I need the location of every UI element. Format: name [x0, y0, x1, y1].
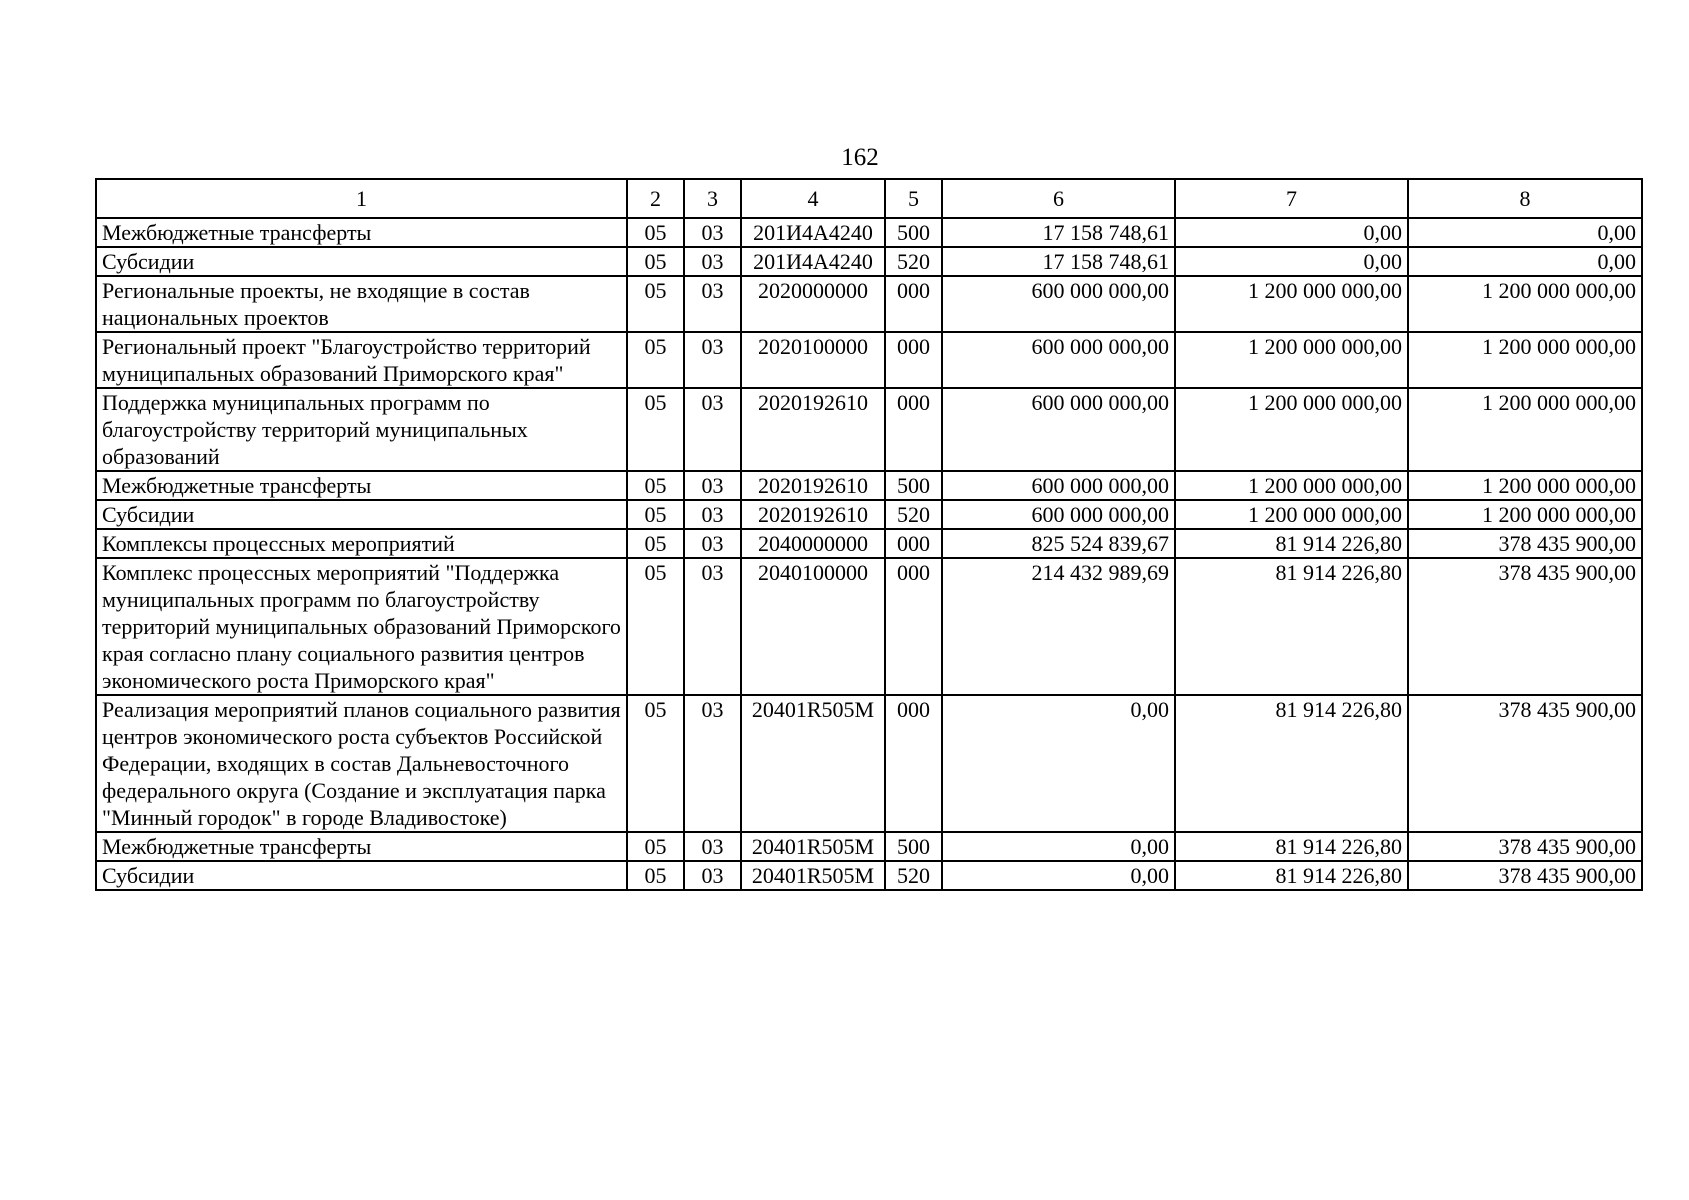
table-row — [96, 388, 1642, 471]
row-section: 05 — [627, 332, 684, 388]
budget-table — [95, 178, 1643, 891]
row-expense-type: 500 — [885, 832, 942, 861]
row-subsection: 03 — [684, 276, 741, 332]
row-name: Поддержка муниципальных программ по благоустройству территорий муниципальных образований — [96, 388, 627, 471]
row-amount-6: 17 158 748,61 — [942, 247, 1175, 276]
row-amount-6: 600 000 000,00 — [942, 332, 1175, 388]
row-subsection: 03 — [684, 471, 741, 500]
table-row — [96, 695, 1642, 832]
table-row — [96, 218, 1642, 247]
row-amount-6: 600 000 000,00 — [942, 388, 1175, 471]
row-target-code: 2040100000 — [741, 558, 885, 695]
row-expense-type: 000 — [885, 276, 942, 332]
row-expense-type: 000 — [885, 558, 942, 695]
row-amount-8: 1 200 000 000,00 — [1408, 332, 1642, 388]
header-cell-1: 1 — [96, 179, 627, 218]
header-cell-6: 6 — [942, 179, 1175, 218]
row-amount-7: 1 200 000 000,00 — [1175, 388, 1408, 471]
table-row — [96, 247, 1642, 276]
row-target-code: 2020192610 — [741, 388, 885, 471]
row-target-code: 20401R505M — [741, 695, 885, 832]
row-amount-6: 0,00 — [942, 695, 1175, 832]
row-name: Комплекс процессных мероприятий "Поддержка муниципальных программ по благоустройству территорий муниципальных образований Приморского края согласно плану социального развития центров экономического роста Приморского края" — [96, 558, 627, 695]
table-row — [96, 500, 1642, 529]
row-amount-8: 378 435 900,00 — [1408, 861, 1642, 890]
row-amount-8: 1 200 000 000,00 — [1408, 471, 1642, 500]
row-target-code: 2020192610 — [741, 500, 885, 529]
row-subsection: 03 — [684, 247, 741, 276]
row-subsection: 03 — [684, 695, 741, 832]
row-name: Комплексы процессных мероприятий — [96, 529, 627, 558]
row-name: Субсидии — [96, 247, 627, 276]
row-amount-8: 0,00 — [1408, 247, 1642, 276]
row-name: Межбюджетные трансферты — [96, 832, 627, 861]
row-amount-6: 600 000 000,00 — [942, 471, 1175, 500]
table-row — [96, 861, 1642, 890]
row-section: 05 — [627, 276, 684, 332]
row-amount-7: 1 200 000 000,00 — [1175, 471, 1408, 500]
row-amount-6: 17 158 748,61 — [942, 218, 1175, 247]
row-section: 05 — [627, 471, 684, 500]
row-expense-type: 000 — [885, 332, 942, 388]
row-amount-6: 0,00 — [942, 861, 1175, 890]
row-section: 05 — [627, 529, 684, 558]
row-expense-type: 500 — [885, 471, 942, 500]
row-subsection: 03 — [684, 500, 741, 529]
row-expense-type: 500 — [885, 218, 942, 247]
row-subsection: 03 — [684, 529, 741, 558]
row-amount-7: 81 914 226,80 — [1175, 529, 1408, 558]
row-name: Субсидии — [96, 500, 627, 529]
table-row — [96, 529, 1642, 558]
row-target-code: 201И4А4240 — [741, 218, 885, 247]
row-target-code: 20401R505M — [741, 861, 885, 890]
row-name: Региональный проект "Благоустройство территорий муниципальных образований Приморского края" — [96, 332, 627, 388]
header-cell-3: 3 — [684, 179, 741, 218]
row-amount-7: 1 200 000 000,00 — [1175, 332, 1408, 388]
row-amount-8: 1 200 000 000,00 — [1408, 276, 1642, 332]
row-subsection: 03 — [684, 218, 741, 247]
row-amount-7: 0,00 — [1175, 247, 1408, 276]
row-expense-type: 520 — [885, 861, 942, 890]
row-amount-7: 1 200 000 000,00 — [1175, 276, 1408, 332]
row-target-code: 2020000000 — [741, 276, 885, 332]
row-amount-6: 600 000 000,00 — [942, 500, 1175, 529]
row-name: Межбюджетные трансферты — [96, 471, 627, 500]
row-amount-6: 214 432 989,69 — [942, 558, 1175, 695]
header-cell-8: 8 — [1408, 179, 1642, 218]
row-amount-7: 0,00 — [1175, 218, 1408, 247]
row-expense-type: 000 — [885, 695, 942, 832]
row-target-code: 20401R505M — [741, 832, 885, 861]
row-target-code: 2040000000 — [741, 529, 885, 558]
row-expense-type: 000 — [885, 529, 942, 558]
row-amount-8: 378 435 900,00 — [1408, 695, 1642, 832]
row-amount-7: 1 200 000 000,00 — [1175, 500, 1408, 529]
row-subsection: 03 — [684, 861, 741, 890]
row-amount-8: 378 435 900,00 — [1408, 558, 1642, 695]
row-section: 05 — [627, 558, 684, 695]
row-amount-7: 81 914 226,80 — [1175, 695, 1408, 832]
row-section: 05 — [627, 861, 684, 890]
row-subsection: 03 — [684, 558, 741, 695]
row-target-code: 201И4А4240 — [741, 247, 885, 276]
table-row — [96, 558, 1642, 695]
row-amount-8: 1 200 000 000,00 — [1408, 388, 1642, 471]
row-amount-7: 81 914 226,80 — [1175, 861, 1408, 890]
table-row — [96, 832, 1642, 861]
row-target-code: 2020192610 — [741, 471, 885, 500]
header-cell-2: 2 — [627, 179, 684, 218]
row-amount-6: 825 524 839,67 — [942, 529, 1175, 558]
header-row — [96, 179, 1642, 218]
row-name: Реализация мероприятий планов социального развития центров экономического роста субъектов Российской Федерации, входящих в состав Дальневосточного федерального округа (Создание и эксплуатация парка "Минный городок" в городе Владивостоке) — [96, 695, 627, 832]
row-subsection: 03 — [684, 388, 741, 471]
row-amount-7: 81 914 226,80 — [1175, 558, 1408, 695]
row-target-code: 2020100000 — [741, 332, 885, 388]
header-cell-7: 7 — [1175, 179, 1408, 218]
row-amount-6: 600 000 000,00 — [942, 276, 1175, 332]
row-expense-type: 000 — [885, 388, 942, 471]
row-section: 05 — [627, 388, 684, 471]
row-name: Региональные проекты, не входящие в состав национальных проектов — [96, 276, 627, 332]
row-section: 05 — [627, 832, 684, 861]
header-cell-5: 5 — [885, 179, 942, 218]
row-subsection: 03 — [684, 332, 741, 388]
row-expense-type: 520 — [885, 247, 942, 276]
row-name: Межбюджетные трансферты — [96, 218, 627, 247]
table-row — [96, 276, 1642, 332]
row-amount-8: 378 435 900,00 — [1408, 529, 1642, 558]
page-number: 162 — [841, 144, 879, 171]
row-section: 05 — [627, 218, 684, 247]
row-amount-8: 0,00 — [1408, 218, 1642, 247]
row-expense-type: 520 — [885, 500, 942, 529]
row-name: Субсидии — [96, 861, 627, 890]
row-amount-6: 0,00 — [942, 832, 1175, 861]
row-subsection: 03 — [684, 832, 741, 861]
table-row — [96, 471, 1642, 500]
row-amount-8: 1 200 000 000,00 — [1408, 500, 1642, 529]
table-row — [96, 332, 1642, 388]
row-section: 05 — [627, 500, 684, 529]
row-amount-8: 378 435 900,00 — [1408, 832, 1642, 861]
header-cell-4: 4 — [741, 179, 885, 218]
row-amount-7: 81 914 226,80 — [1175, 832, 1408, 861]
row-section: 05 — [627, 695, 684, 832]
row-section: 05 — [627, 247, 684, 276]
